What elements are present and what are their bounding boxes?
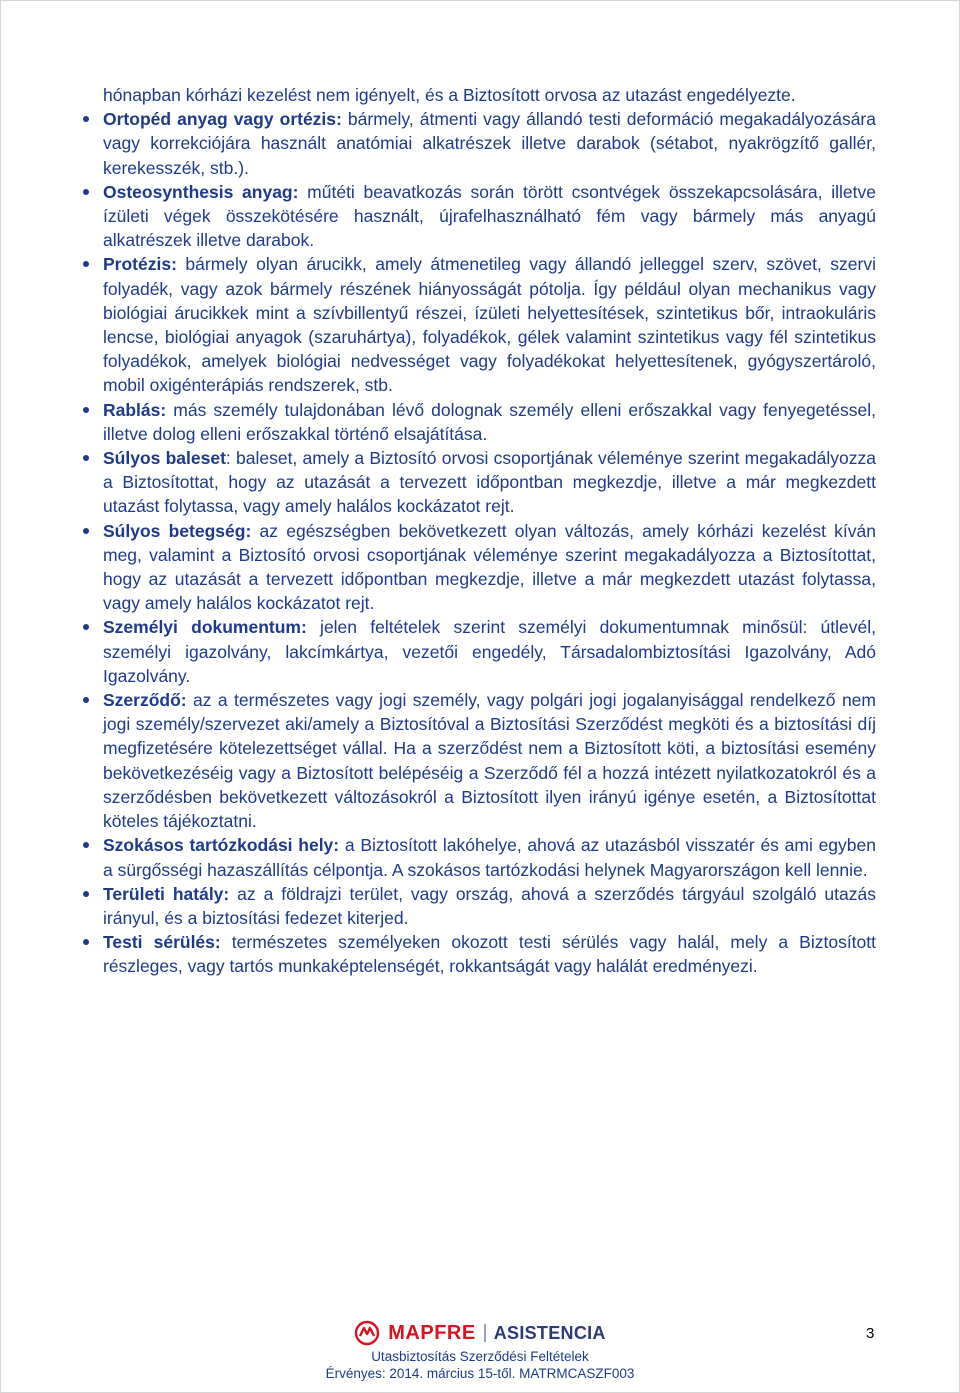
definition-text: természetes személyeken okozott testi sérülés vagy halál, mely a Biztosított részleges, vagy tartós munkaképtelenségét, rokkantságát vagy halálát eredményezi.: [103, 932, 877, 977]
footer-title: Utasbiztosítás Szerződési Feltételek: [371, 1349, 589, 1364]
definition-item: [103, 930, 876, 978]
page-footer: [0, 1318, 960, 1382]
definition-item: [103, 833, 876, 881]
definition-text: a Biztosított lakóhelye, ahová az utazásból visszatér és ami egyben a sürgősségi hazaszállítás célpontja. A szokásos tartózkodási helynek Magyarországon kell lennie.: [103, 835, 876, 880]
definition-item: [103, 252, 876, 397]
definition-term: Szokásos tartózkodási hely:: [103, 835, 340, 856]
definition-text: az a földrajzi terület, vagy ország, ahová a szerződés tárgyául szolgáló utazás irányul, és a biztosítási fedezet kiterjed.: [103, 883, 876, 928]
definition-text: bármely olyan árucikk, amely átmenetileg vagy állandó jelleggel szerv, szövet, szervi folyadék, vagy azok bármely részének hiányosságát pótolja. Így például olyan mechanikus vagy biológiai árucikkek mint a szívbillentyű részei, ízületi helyettesítések, szintetikus bőr, intraokuláris lencse, biológiai anyagok (szaruhártya), folyadékok, gélek valamint szintetikus vagy fél szintetikus folyadékok, amelyek biológiai nedvességet vagy folyadékokat helyettesítenek, gyógyszertároló, mobil oxigénterápiás rendszerek, stb.: [103, 254, 876, 396]
definition-text: az a természetes vagy jogi személy, vagy polgári jogi jogalanyisággal rendelkező nem jogi személy/szervezet aki/amely a Biztosítóval a Biztosítási Szerződést megköti és a biztosítási díj megfizetésére kötelezettséget vállal. Ha a szerződést nem a Biztosított köti, a biztosítási esemény bekövetkezéséig vagy a Biztosított belépéséig a Szerződő fél a hozzá intézett nyilatkozatokról és a szerződésben bekövetkezett változásokról a Biztosított ilyen irányú igénye esetén, a Biztosítottat köteles tájékoztatni.: [103, 690, 876, 832]
definition-term: Rablás:: [103, 399, 167, 420]
brand-subname: ASISTENCIA: [493, 1322, 606, 1343]
document-body: [103, 83, 876, 979]
definition-term: Súlyos baleset: [103, 448, 226, 469]
definitions-list: [103, 107, 876, 978]
definition-text: jelen feltételek szerint személyi dokumentumnak minősül: útlevél, személyi igazolvány, lakcímkártya, vezetői engedély, Társadalombiztosítási Igazolvány, Adó Igazolvány.: [103, 617, 876, 686]
definition-term: Ortopéd anyag vagy ortézis:: [103, 109, 342, 130]
definition-text: más személy tulajdonában lévő dolognak személy elleni erőszakkal vagy fenyegetéssel, illetve dolog elleni erőszakkal történő elsajátítása.: [103, 399, 876, 444]
definition-item: [103, 688, 876, 833]
mapfre-logo-icon: [354, 1320, 380, 1346]
page-number: 3: [866, 1325, 875, 1342]
definition-item: [103, 882, 876, 930]
bullet-icon: [83, 189, 89, 195]
mapfre-logo: [0, 1318, 960, 1348]
definition-term: Súlyos betegség:: [103, 520, 252, 541]
bullet-icon: [83, 407, 89, 413]
definition-term: Osteosynthesis anyag:: [103, 181, 299, 202]
intro-paragraph: hónapban kórházi kezelést nem igényelt, és a Biztosított orvosa az utazást engedélyezte.: [103, 85, 796, 105]
definition-item: [103, 615, 876, 688]
definition-text: műtéti beavatkozás során törött csontvégek összekapcsolására, illetve ízületi végek összekötésére használt, újrafelhasználható fém vagy bármely más anyagú alkatrészek illetve darabok.: [103, 181, 876, 251]
bullet-icon: [83, 455, 89, 461]
definition-item: [103, 519, 876, 616]
definition-text: az egészségben bekövetkezett olyan változás, amely kórházi kezelést kíván meg, valamint a Biztosító orvosi csoportjának véleménye szerint megakadályozza a Biztosítottat, hogy az utazását a tervezett időpontban megkezdje, illetve a már megkezdett utazást folytassa, vagy amely halálos kockázatot rejt.: [103, 520, 876, 614]
brand-divider: [484, 1324, 486, 1342]
definition-item: [103, 398, 876, 446]
definition-text: : baleset, amely a Biztosító orvosi csoportjának véleménye szerint megakadályozza a Biztosítottat, hogy az utazását a tervezett időpontban megkezdje, illetve a már megkezdett utazást folytassa, vagy amely halálos kockázatot rejt.: [103, 448, 876, 517]
definition-text: bármely, átmenti vagy állandó testi deformáció megakadályozására vagy korrekciójára használt anatómiai alkatrészek illetve darabok (sétabot, nyakrögzítő gallér, kerekesszék, stb.).: [103, 109, 876, 178]
bullet-icon: [83, 528, 89, 534]
definition-term: Protézis:: [103, 254, 177, 275]
definition-item: [103, 180, 876, 253]
definition-term: Szerződő:: [103, 690, 187, 711]
bullet-icon: [83, 891, 89, 897]
definition-item: [103, 446, 876, 519]
definition-term: Testi sérülés:: [103, 932, 221, 953]
brand-name: MAPFRE: [388, 1321, 476, 1344]
definition-term: Személyi dokumentum:: [103, 617, 307, 638]
footer-validity: Érvényes: 2014. március 15-től. MATRMCASZF003: [325, 1366, 635, 1381]
definition-term: Területi hatály:: [103, 883, 230, 904]
definition-item: [103, 107, 876, 180]
